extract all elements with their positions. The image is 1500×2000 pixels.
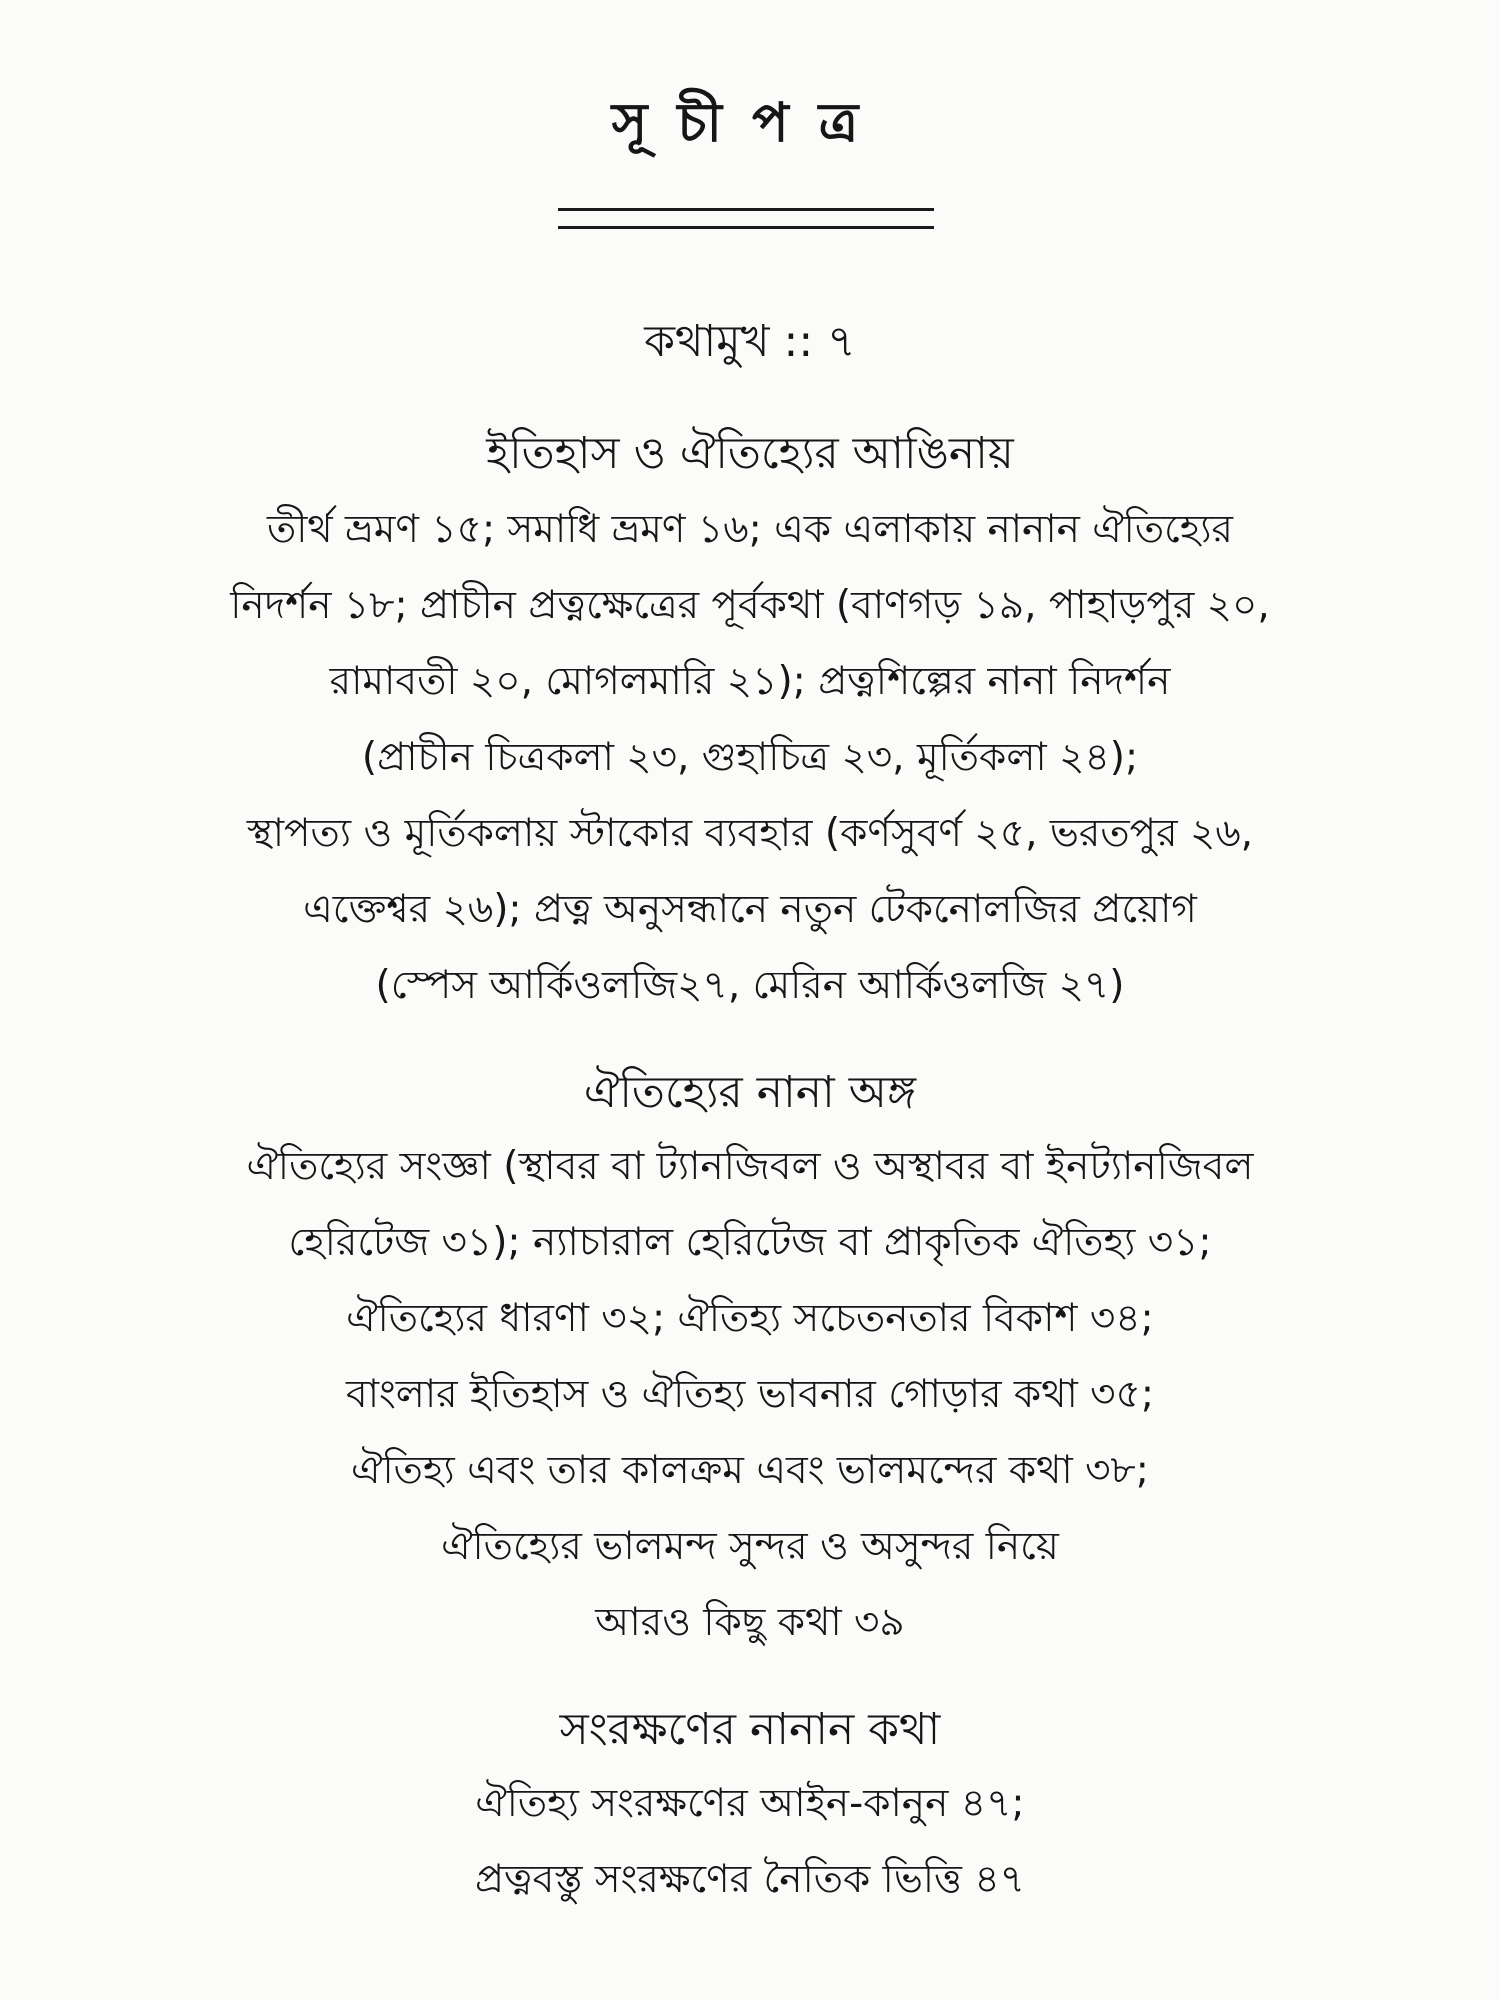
preface-entry: কথামুখ :: ৭ [644,316,856,367]
title-rule-lower [558,226,934,229]
section-heading-2: ঐতিহ্যের নানা অঙ্গ [583,1067,917,1118]
toc-line: আরও কিছু কথা ৩৯ [595,1600,905,1645]
toc-line: তীর্থ ভ্রমণ ১৫; সমাধি ভ্রমণ ১৬; এক এলাকায় নানান ঐতিহ্যের [266,507,1234,552]
toc-line: ঐতিহ্যের ধারণা ৩২; ঐতিহ্য সচেতনতার বিকাশ ৩৪; [346,1296,1154,1341]
title-rule-upper [558,208,934,211]
toc-line: (স্পেস আর্কিওলজি২৭, মেরিন আর্কিওলজি ২৭) [375,963,1125,1008]
toc-line: রামাবতী ২০, মোগলমারি ২১); প্রত্নশিল্পের নানা নিদর্শন [329,659,1171,704]
toc-line: স্থাপত্য ও মূর্তিকলায় স্টাকোর ব্যবহার (কর্ণসুবর্ণ ২৫, ভরতপুর ২৬, [246,811,1254,856]
toc-line: প্রত্নবস্তু সংরক্ষণের নৈতিক ভিত্তি ৪৭ [474,1857,1026,1902]
section-body-1 [100,492,1400,1024]
toc-line: ঐতিহ্যের সংজ্ঞা (স্থাবর বা ট্যানজিবল ও অস্থাবর বা ইনট্যানজিবল [246,1144,1254,1189]
section-heading-3: সংরক্ষণের নানান কথা [559,1704,941,1755]
section-body-2 [100,1129,1400,1661]
section-heading-1: ইতিহাস ও ঐতিহ্যের আঙিনায় [486,428,1014,479]
toc-line: নিদর্শন ১৮; প্রাচীন প্রত্নক্ষেত্রের পূর্বকথা (বাণগড় ১৯, পাহাড়পুর ২০, [230,583,1270,628]
toc-line: ঐতিহ্যের ভালমন্দ সুন্দর ও অসুন্দর নিয়ে [441,1524,1059,1569]
toc-line: হেরিটেজ ৩১); ন্যাচারাল হেরিটেজ বা প্রাকৃতিক ঐতিহ্য ৩১; [288,1220,1212,1265]
toc-line: এক্তেশ্বর ২৬); প্রত্ন অনুসন্ধানে নতুন টেকনোলজির প্রয়োগ [303,887,1197,932]
toc-line: বাংলার ইতিহাস ও ঐতিহ্য ভাবনার গোড়ার কথা ৩৫; [345,1372,1154,1417]
page-title: সূচীপত্র [611,91,889,154]
section-body-3 [100,1766,1400,1918]
toc-line: ঐতিহ্য সংরক্ষণের আইন-কানুন ৪৭; [475,1781,1025,1826]
toc-line: ঐতিহ্য এবং তার কালক্রম এবং ভালমন্দের কথা ৩৮; [351,1448,1149,1493]
toc-line: (প্রাচীন চিত্রকলা ২৩, গুহাচিত্র ২৩, মূর্তিকলা ২৪); [361,735,1139,780]
